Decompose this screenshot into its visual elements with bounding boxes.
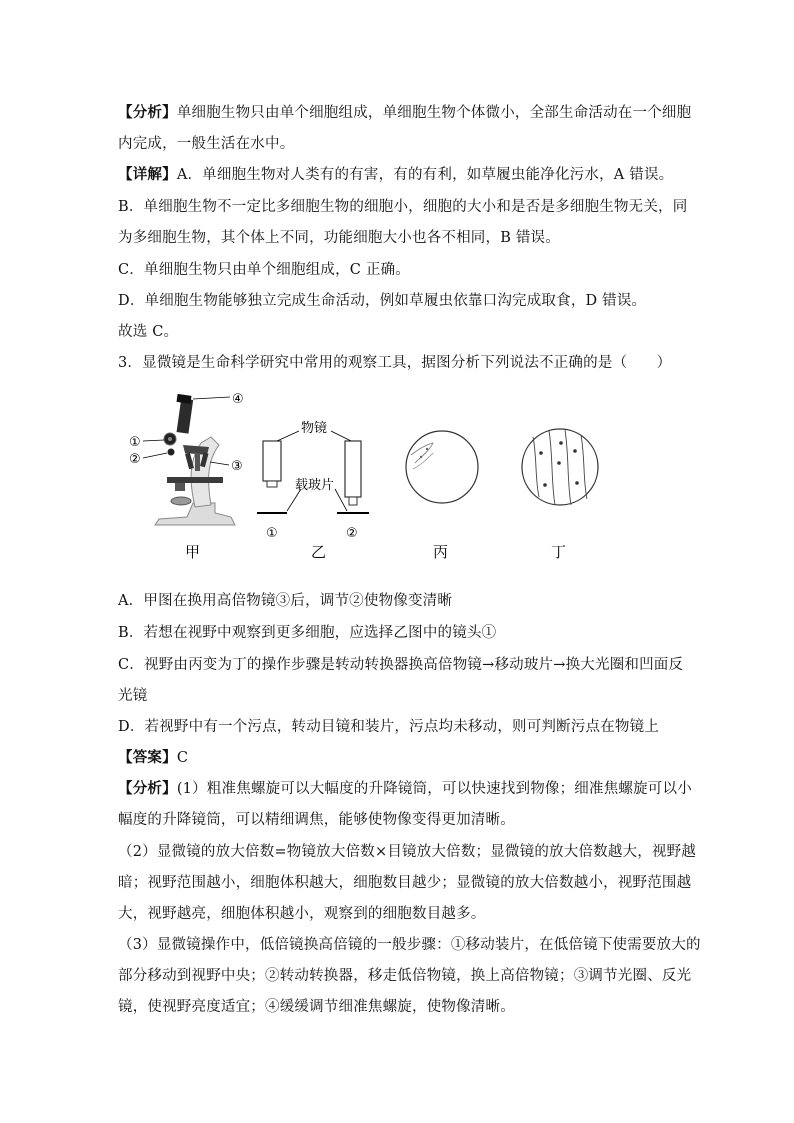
analysis-3-point-1: (1）粗准焦螺旋可以大幅度的升降镜筒，可以快速找到物像；细准焦螺旋可以小 (176, 781, 692, 797)
label-slide: 载玻片 (295, 478, 335, 493)
mark-2-yi: ② (346, 526, 358, 541)
view-field-bing (406, 431, 478, 503)
microscope-illustration (143, 394, 235, 525)
analysis-line-1 (118, 103, 691, 123)
analysis-3-line-8: 镜，使视野亮度适宜；④缓缓调节细准焦螺旋，使物像清晰。 (118, 999, 515, 1015)
answer-tag: 【答案】 (118, 749, 177, 766)
detail-line-b1: B．单细胞生物不一定比多细胞生物的细胞小，细胞的大小和是否是多细胞生物无关，同 (118, 199, 688, 215)
detail-tag: 【详解】 (118, 166, 177, 183)
answer-value: C (176, 750, 189, 766)
analysis-3-line-1 (118, 779, 692, 799)
caption-bing: 丙 (433, 543, 449, 561)
objective-lenses-illustration (257, 431, 369, 513)
mark-1-yi: ① (266, 526, 278, 541)
analysis-text: 单细胞生物只由单个细胞组成，单细胞生物个体微小，全部生命活动在一个细胞 (176, 105, 692, 121)
analysis-tag: 【分析】 (118, 104, 177, 121)
analysis-3-line-4: 暗；视野范围越小，细胞体积越大，细胞数目越少；显微镜的放大倍数越小，视野范围越 (118, 875, 692, 891)
option-a: A．甲图在换用高倍物镜③后，调节②使物像变清晰 (118, 593, 453, 609)
caption-jia: 甲 (185, 543, 201, 561)
detail-line-d: D．单细胞生物能够独立完成生命活动，例如草履虫依靠口沟完成取食，D 错误。 (118, 293, 647, 309)
answer-line (118, 748, 188, 768)
analysis-3-line-6: （3）显微镜操作中，低倍镜换高倍镜的一般步骤：①移动装片，在低倍镜下使需要放大的 (118, 937, 701, 953)
analysis-3-line-7: 部分移动到视野中央；②转动转换器，移走低倍物镜，换上高倍物镜；③调节光圈、反光 (118, 968, 692, 984)
option-c-line-1: C．视野由丙变为丁的操作步骤是转动转换器换高倍物镜→移动玻片→换大光圈和凹面反 (118, 657, 684, 673)
detail-line-b2: 为多细胞生物，其个体上不同，功能细胞大小也各不相同，B 错误。 (118, 230, 560, 246)
caption-ding: 丁 (551, 543, 567, 561)
mark-3-jia: ③ (231, 459, 243, 474)
analysis-3-line-3: （2）显微镜的放大倍数=物镜放大倍数×目镜放大倍数；显微镜的放大倍数越大，视野越 (118, 844, 697, 860)
question-3-stem: 3．显微镜是生命科学研究中常用的观察工具，据图分析下列说法不正确的是（ ） (118, 355, 672, 371)
mark-4-jia: ④ (232, 392, 244, 407)
analysis-3-tag: 【分析】 (118, 780, 177, 797)
analysis-3-line-5: 大，视野越亮，细胞体积越小，观察到的细胞数目越多。 (118, 906, 486, 922)
analysis-3-line-2: 幅度的升降镜筒，可以精细调焦，能够使物像变得更加清晰。 (118, 812, 515, 828)
option-d: D．若视野中有一个污点，转动目镜和装片，污点均未移动，则可判断污点在物镜上 (118, 719, 660, 735)
mark-2-jia: ② (129, 452, 141, 467)
mark-1-jia: ① (129, 435, 141, 450)
detail-line-a (118, 165, 673, 185)
option-b: B．若想在视野中观察到更多细胞，应选择乙图中的镜头① (118, 625, 497, 641)
detail-conclusion: 故选 C。 (118, 324, 179, 340)
detail-option-a: A．单细胞生物对人类有的有害，有的有利，如草履虫能净化污水，A 错误。 (176, 167, 674, 183)
microscope-figure (115, 385, 635, 570)
analysis-line-2: 内完成，一般生活在水中。 (118, 136, 295, 152)
view-field-ding (522, 429, 598, 505)
detail-line-c: C．单细胞生物只由单个细胞组成，C 正确。 (118, 262, 410, 278)
caption-yi: 乙 (311, 543, 327, 561)
option-c-line-2: 光镜 (118, 688, 148, 704)
label-objective: 物镜 (301, 421, 328, 436)
